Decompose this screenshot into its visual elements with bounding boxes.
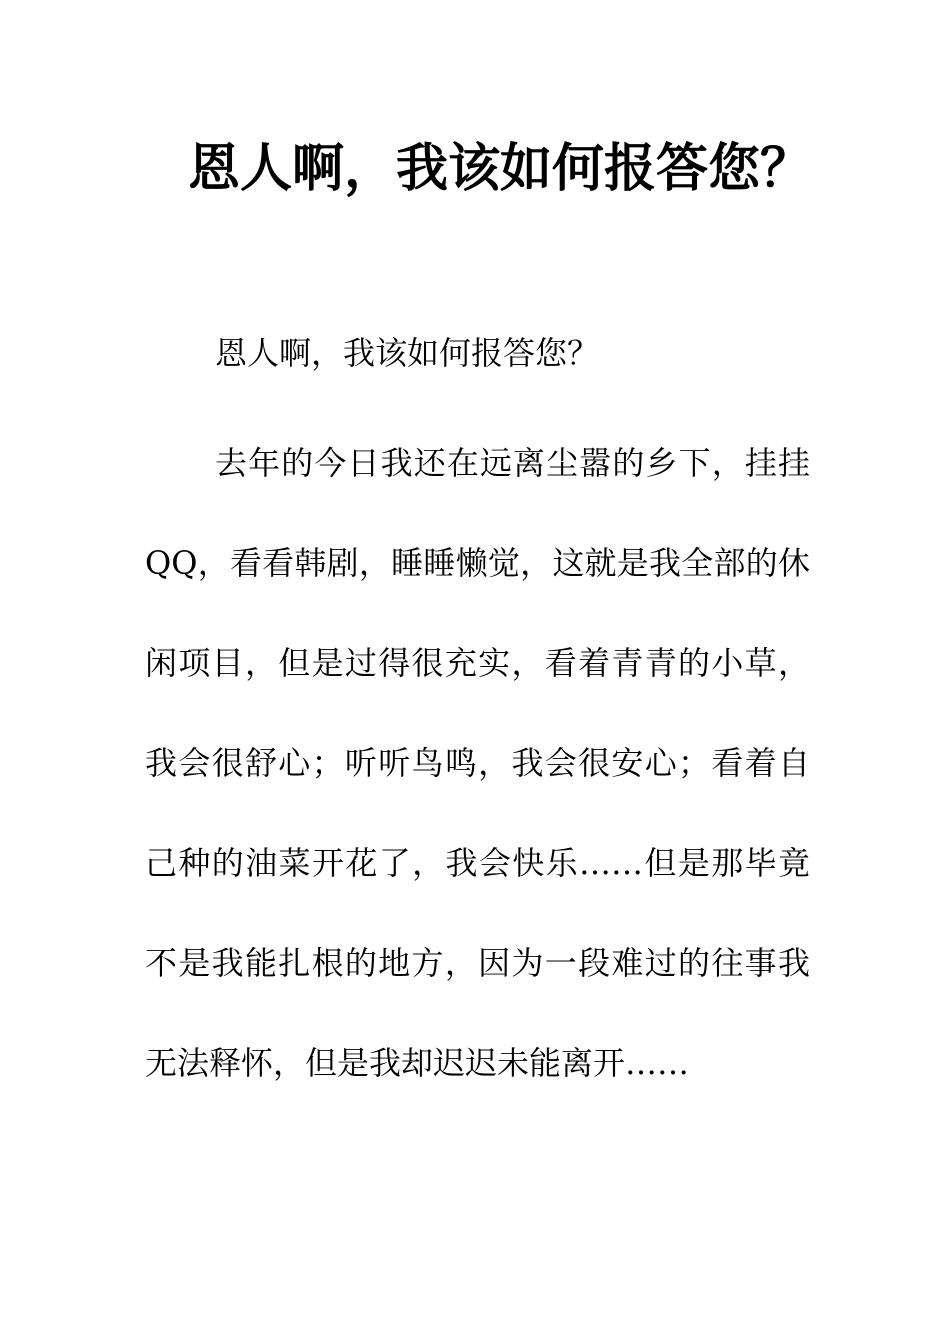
paragraph-2: 去年的今日我还在远离尘嚣的乡下，挂挂QQ，看看韩剧，睡睡懒觉，这就是我全部的休闲项目，但是过得很充实，看着青青的小草，我会很舒心；听听鸟鸣，我会很安心；看着自己种的油菜开花了，我会快乐……但是那毕竟不是我能扎根的地方，因为一段难过的往事我无法释怀，但是我却迟迟未能离开…… [145, 444, 810, 1082]
paragraph-1: 恩人啊，我该如何报答您？ [215, 334, 600, 372]
document-body [145, 323, 810, 1113]
page-title: 恩人啊，我该如何报答您？ [187, 138, 812, 199]
